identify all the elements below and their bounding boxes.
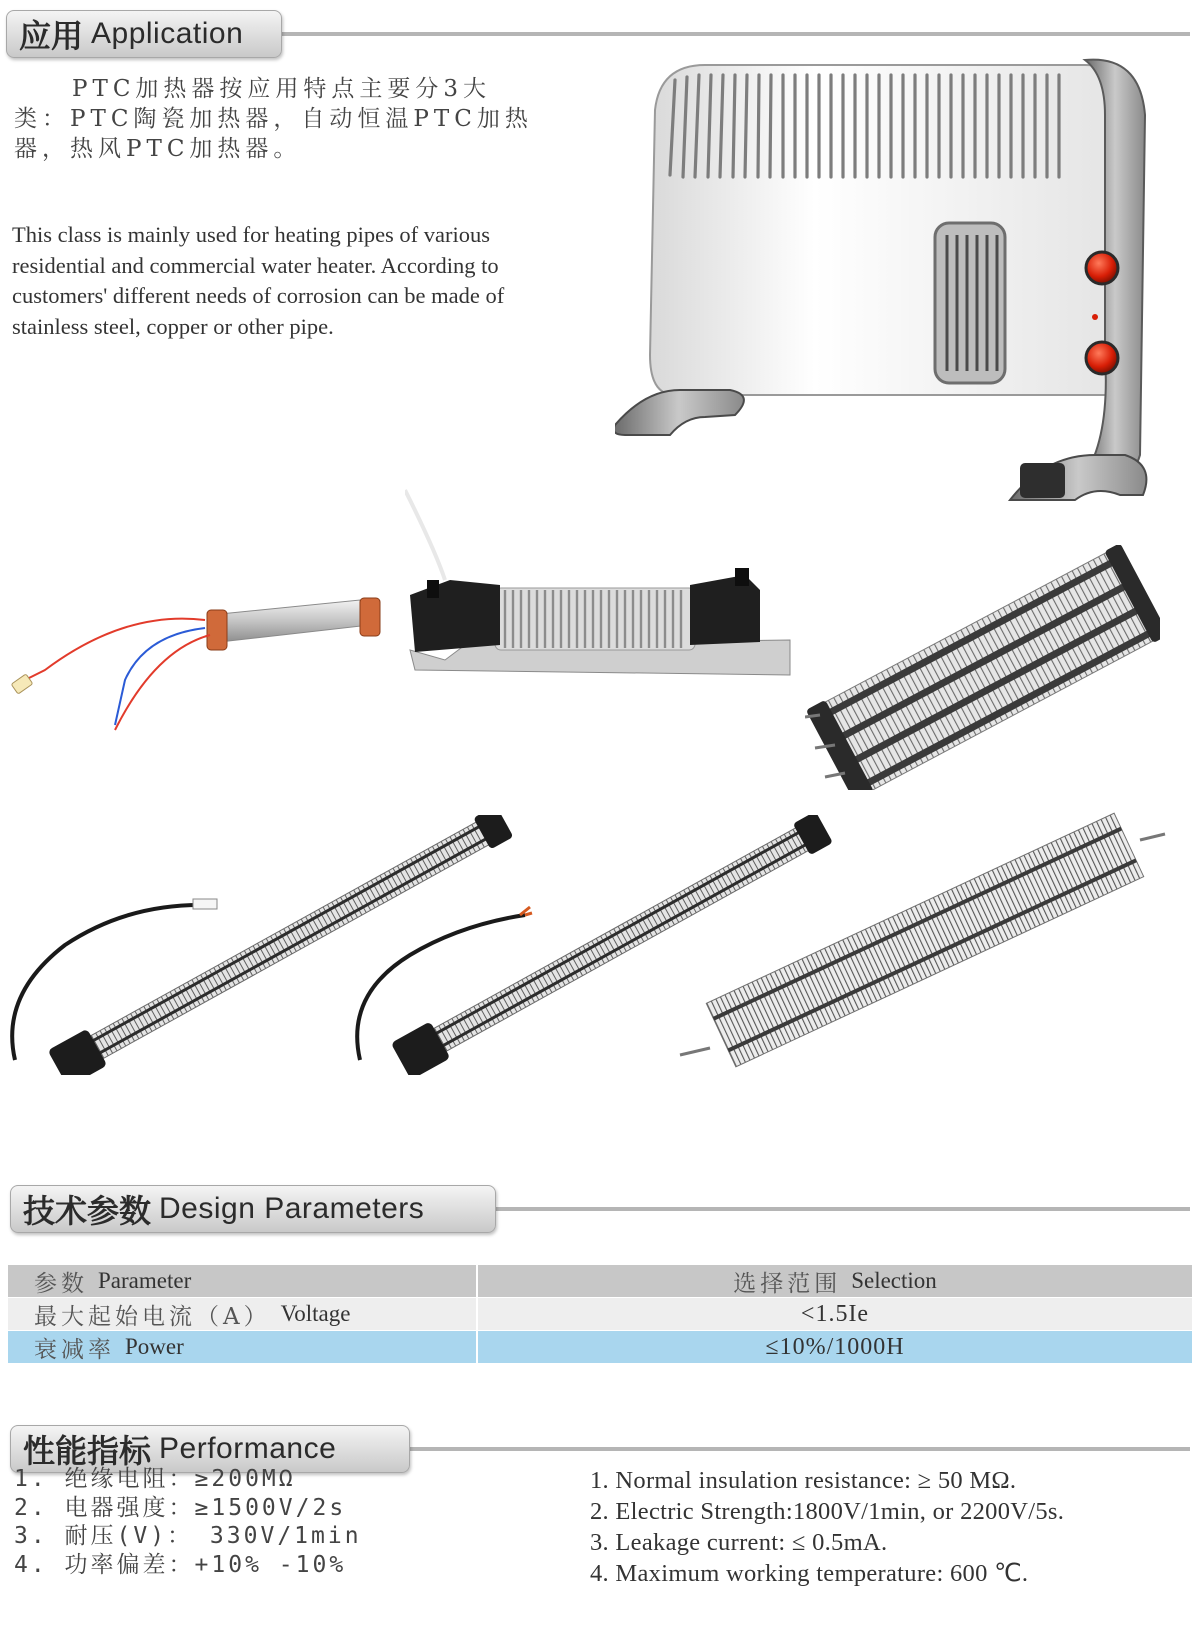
list-item: 2. Electric Strength:1800V/1min, or 2200V/5s.: [590, 1498, 1065, 1525]
list-item: 4. 功率偏差：+10% -10%: [14, 1551, 347, 1578]
performance-list-en: [590, 1465, 1195, 1589]
parameter-column-header: [8, 1265, 478, 1297]
multi-rod-fin-heater-image: [805, 545, 1160, 790]
list-item: 3. Leakage current: ≤ 0.5mA.: [590, 1529, 888, 1556]
bracket-fin-heater-image: [405, 480, 795, 690]
application-title-zh: 应用: [19, 17, 84, 55]
design-title-en: Design Parameters: [159, 1192, 425, 1225]
section-divider: [270, 32, 1190, 36]
performance-title-zh: 性能指标: [23, 1432, 152, 1470]
list-item: 1. 绝缘电阻：≥200MΩ: [14, 1466, 296, 1492]
table-row: [8, 1298, 1192, 1331]
application-intro-zh: PTC加热器按应用特点主要分3大类：PTC陶瓷加热器，自动恒温PTC加热器，热风PTC加热器。: [14, 76, 533, 162]
application-title-tab: [6, 10, 282, 58]
selection-cell: [478, 1298, 1192, 1330]
selection-header-en: Selection: [851, 1268, 937, 1293]
application-section-header: [0, 10, 1200, 60]
convector-heater-image: [615, 55, 1185, 525]
parameter-name-en: Voltage: [280, 1301, 351, 1326]
application-intro-en: This class is mainly used for heating pipes of various residential and commercial water heater. According to customers' different needs of corrosion can be made of stainless steel, copper or other pipe.: [12, 222, 505, 339]
parameter-header-en: Parameter: [98, 1268, 192, 1293]
parameter-name-zh: 最大起始电流（A）: [34, 1303, 271, 1330]
design-title-zh: 技术参数: [23, 1192, 152, 1230]
section-divider: [490, 1207, 1190, 1211]
design-parameters-table: [8, 1265, 1192, 1364]
selection-column-header: [478, 1265, 1192, 1297]
parameter-header-zh: 参数: [34, 1270, 88, 1297]
application-title-en: Application: [91, 17, 244, 50]
list-item: 2. 电器强度：≥1500V/2s: [14, 1494, 347, 1521]
table-row: [8, 1331, 1192, 1364]
list-item: 3. 耐压(V)： 330V/1min: [14, 1523, 362, 1549]
parameter-cell: [8, 1298, 478, 1330]
selection-header-zh: 选择范围: [733, 1270, 842, 1297]
wide-fin-heater-image: [670, 810, 1180, 1070]
selection-cell: [478, 1331, 1192, 1363]
ptc-ceramic-element-image: [5, 580, 390, 740]
parameter-name-zh: 衰减率: [34, 1336, 115, 1363]
parameter-cell: [8, 1331, 478, 1363]
design-section-header: [0, 1185, 1200, 1235]
performance-title-en: Performance: [159, 1432, 337, 1465]
section-divider: [405, 1447, 1190, 1451]
design-title-tab: [10, 1185, 496, 1233]
selection-value: <1.5Ie: [800, 1300, 870, 1327]
performance-list-zh: [14, 1465, 534, 1579]
list-item: 1. Normal insulation resistance: ≥ 50 MΩ.: [590, 1467, 1017, 1494]
parameter-name-en: Power: [125, 1334, 184, 1359]
list-item: 4. Maximum working temperature: 600 ℃.: [590, 1560, 1029, 1587]
table-header-row: [8, 1265, 1192, 1298]
selection-value: ≤10%/1000H: [765, 1333, 905, 1360]
